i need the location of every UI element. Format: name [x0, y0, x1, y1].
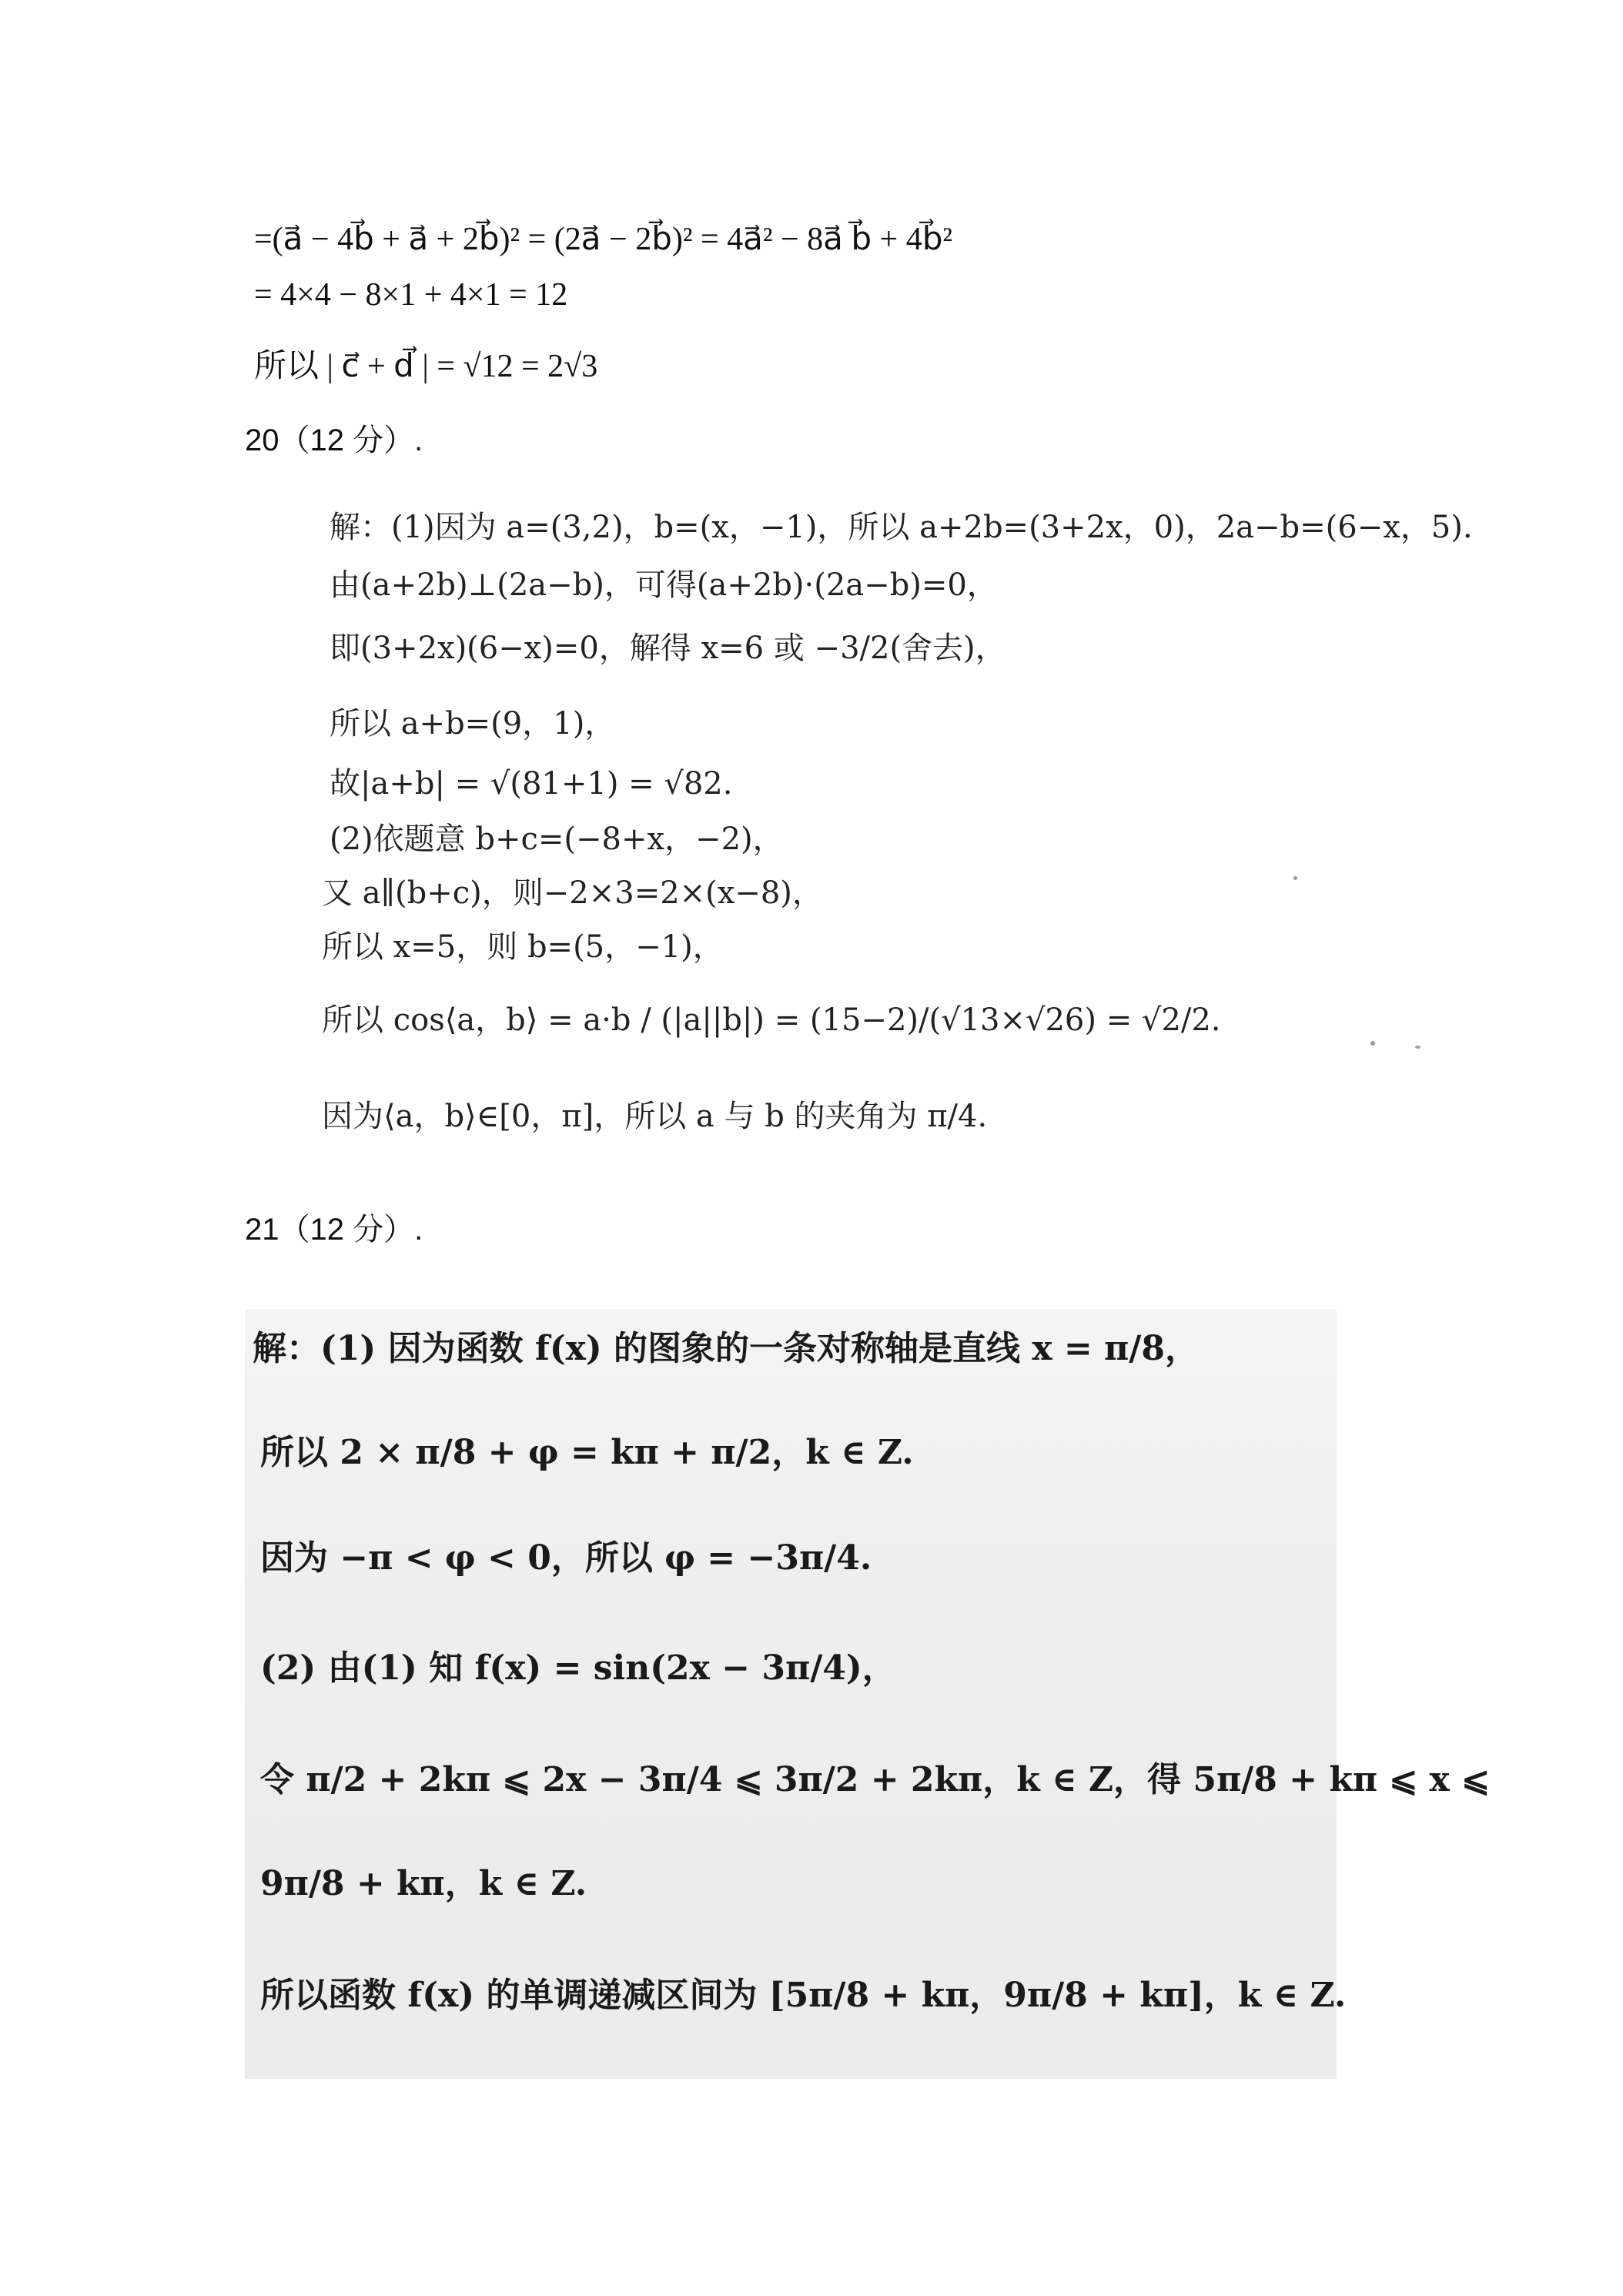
q20-line-1: 解：(1)因为 a=(3,2)，b=(x，−1)，所以 a+2b=(3+2x，0)，2a−b=(6−x，5). — [330, 510, 1473, 545]
prev-solution-line-2: = 4×4 − 8×1 + 4×1 = 12 — [254, 277, 568, 313]
q21-line-7: 所以函数 f(x) 的单调递减区间为 [5π/8 + kπ，9π/8 + kπ]，k ∈ Z. — [260, 1976, 1347, 2015]
prev-solution-line-1: =(a⃗ − 4b⃗ + a⃗ + 2b⃗)² = (2a⃗ − 2b⃗)² = 4a⃗² − 8a⃗ b⃗ + 4b⃗² — [254, 222, 952, 257]
q20-line-5: 故|a+b| = √(81+1) = √82. — [330, 766, 733, 802]
q20-line-10: 因为⟨a，b⟩∈[0，π]，所以 a 与 b 的夹角为 π/4. — [322, 1099, 988, 1134]
q20-heading: 20（12 分）. — [245, 423, 423, 457]
scan-speck — [1293, 876, 1297, 880]
q20-line-9: 所以 cos⟨a，b⟩ = a·b / (|a||b|) = (15−2)/(√13×√26) = √2/2. — [322, 1002, 1221, 1038]
q20-line-4: 所以 a+b=(9，1)， — [330, 706, 616, 741]
q20-line-2: 由(a+2b)⊥(2a−b)，可得(a+2b)·(2a−b)=0， — [330, 567, 998, 603]
q21-line-1: 解：(1) 因为函数 f(x) 的图象的一条对称轴是直线 x = π/8， — [253, 1329, 1199, 1368]
q21-line-5: 令 π/2 + 2kπ ⩽ 2x − 3π/4 ⩽ 3π/2 + 2kπ，k ∈ Z，得 5π/8 + kπ ⩽ x ⩽ — [260, 1760, 1490, 1799]
scan-speck — [1370, 1041, 1375, 1046]
q21-heading: 21（12 分）. — [245, 1213, 423, 1247]
q21-line-4: (2) 由(1) 知 f(x) = sin(2x − 3π/4)， — [260, 1648, 896, 1688]
q20-line-8: 所以 x=5，则 b=(5，−1)， — [322, 929, 724, 965]
prev-solution-line-3: 所以 | c⃗ + d⃗ | = √12 = 2√3 — [254, 349, 598, 384]
q21-line-2: 所以 2 × π/8 + φ = kπ + π/2，k ∈ Z. — [260, 1433, 914, 1472]
q21-line-3: 因为 −π < φ < 0，所以 φ = −3π/4. — [260, 1538, 872, 1578]
q20-line-3: 即(3+2x)(6−x)=0，解得 x=6 或 −3/2(舍去)， — [330, 631, 1006, 666]
q20-line-6: (2)依题意 b+c=(−8+x，−2)， — [330, 822, 784, 857]
scan-speck — [1415, 1046, 1421, 1049]
q21-solution-scan — [245, 1309, 1337, 2079]
q21-line-6: 9π/8 + kπ，k ∈ Z. — [260, 1864, 587, 1903]
q20-line-7: 又 a∥(b+c)，则−2×3=2×(x−8)， — [322, 875, 823, 911]
